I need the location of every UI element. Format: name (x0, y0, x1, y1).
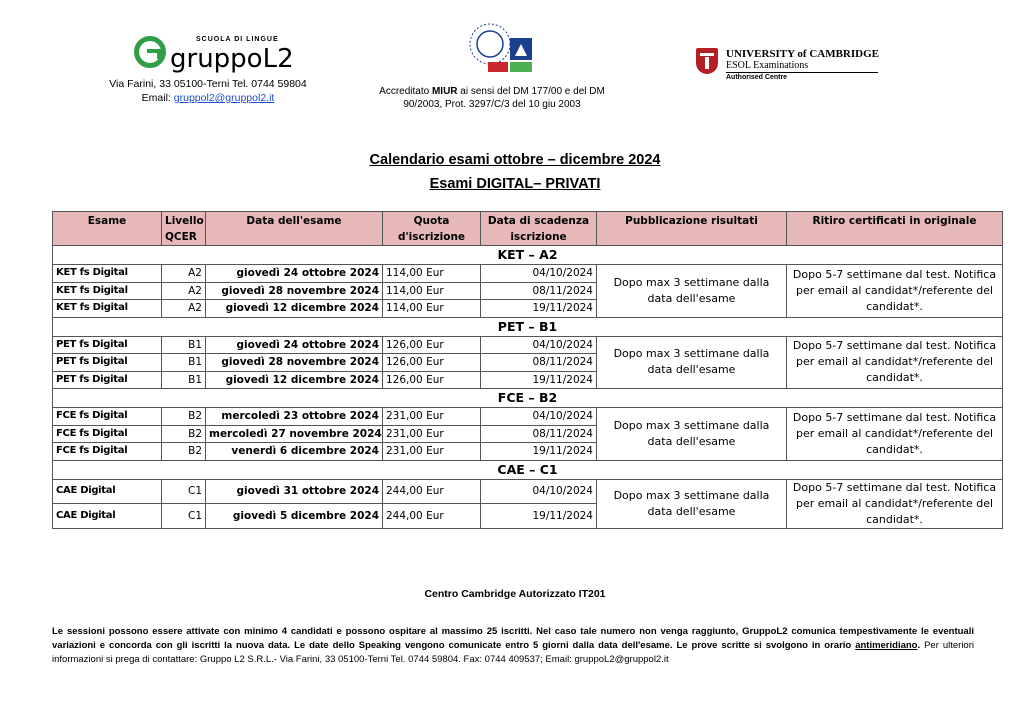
exam-name-cell: KET fs Digital (53, 282, 162, 300)
page-title: Calendario esami ottobre – dicembre 2024 (369, 152, 661, 168)
exam-name-cell: FCE fs Digital (53, 408, 162, 426)
deadline-cell: 08/11/2024 (481, 354, 597, 372)
section-title: FCE – B2 (53, 389, 1003, 408)
section-row (53, 389, 1003, 408)
notes-underlined: antimeridiano (855, 640, 918, 651)
gruppol2-logo-mark-icon (134, 36, 166, 68)
certificates-cell: Dopo 5-7 settimane dal test. Notifica per email al candidat*/referente del candidat*. (787, 479, 1003, 528)
deadline-cell: 08/11/2024 (481, 425, 597, 443)
deadline-cell: 04/10/2024 (481, 265, 597, 283)
section-row (53, 246, 1003, 265)
table-row (53, 336, 1003, 354)
exam-date-cell: giovedì 28 novembre 2024 (206, 354, 383, 372)
email-line (96, 92, 320, 104)
certificates-cell: Dopo 5-7 settimane dal test. Notifica per email al candidat*/referente del candidat*. (787, 336, 1003, 389)
logo-school-label: SCUOLA DI LINGUE (196, 36, 279, 43)
cambridge-esol-label: ESOL Examinations (726, 60, 809, 71)
table-body (53, 246, 1003, 529)
fee-cell: 114,00 Eur (383, 282, 481, 300)
cambridge-divider (726, 72, 878, 73)
deadline-cell: 19/11/2024 (481, 443, 597, 461)
level-cell: B2 (162, 408, 206, 426)
fee-cell: 126,00 Eur (383, 336, 481, 354)
exam-date-cell: giovedì 12 dicembre 2024 (206, 300, 383, 318)
exam-date-cell: giovedì 5 dicembre 2024 (206, 504, 383, 529)
fee-cell: 114,00 Eur (383, 265, 481, 283)
notes-bold: Le sessioni possono essere attivate con minimo 4 candidati e possono ospitare al massimo 25 iscritti. Nel caso tale numero non venga raggiunto, GruppoL2 comunica tempestivamente le eventuali variazioni e concorda con gli iscritti la nuova data. Le date dello Speaking vengono comunicate entro 5 giorni dalla data dell'esame. Le prove scritte si svolgono in orario (52, 626, 974, 651)
level-cell: B1 (162, 371, 206, 389)
table-header-row (53, 212, 1003, 246)
fee-cell: 114,00 Eur (383, 300, 481, 318)
notes-contact: Per ulteriori informazioni si prega di contattare: Gruppo L2 S.R.L.- Via Farini, 33 05100-Terni Tel. 0744 59804. Fax: 0744 409537; Email: gruppoL2@gruppol2.it (52, 640, 974, 665)
section-title: CAE – C1 (53, 460, 1003, 479)
section-row (53, 460, 1003, 479)
exam-date-cell: mercoledì 23 ottobre 2024 (206, 408, 383, 426)
fee-cell: 231,00 Eur (383, 443, 481, 461)
level-cell: A2 (162, 282, 206, 300)
level-cell: C1 (162, 479, 206, 504)
email-link[interactable]: gruppol2@gruppol2.it (173, 92, 275, 104)
page-subtitle: Esami DIGITAL– PRIVATI (429, 176, 601, 192)
accreditation-miur: MIUR (431, 86, 458, 97)
exam-date-cell: giovedì 12 dicembre 2024 (206, 371, 383, 389)
exam-name-cell: KET fs Digital (53, 300, 162, 318)
accreditation-text: Accreditato MIUR ai sensi del DM 177/00 e del DM 90/2003, Prot. 3297/C/3 del 10 giu 2003 (379, 86, 605, 110)
exam-calendar-table (52, 211, 1003, 529)
table-row (53, 479, 1003, 504)
deadline-cell: 19/11/2024 (481, 504, 597, 529)
deadline-cell: 04/10/2024 (481, 408, 597, 426)
quality-certificate-logo (466, 18, 536, 80)
certificates-cell: Dopo 5-7 settimane dal test. Notifica per email al candidat*/referente del candidat*. (787, 408, 1003, 461)
section-row (53, 317, 1003, 336)
exam-name-cell: CAE Digital (53, 504, 162, 529)
fee-cell: 126,00 Eur (383, 371, 481, 389)
header-deadline: Data di scadenza iscrizione (481, 212, 597, 246)
cambridge-authorised-label: Authorised Centre (726, 74, 788, 81)
header-results: Pubblicazione risultati (597, 212, 787, 246)
exam-name-cell: CAE Digital (53, 479, 162, 504)
fee-cell: 244,00 Eur (383, 504, 481, 529)
section-title: KET – A2 (53, 246, 1003, 265)
fee-cell: 231,00 Eur (383, 408, 481, 426)
results-cell: Dopo max 3 settimane dalla data dell'esame (597, 479, 787, 528)
level-cell: A2 (162, 300, 206, 318)
exam-date-cell: giovedì 28 novembre 2024 (206, 282, 383, 300)
exam-date-cell: giovedì 24 ottobre 2024 (206, 265, 383, 283)
exam-name-cell: PET fs Digital (53, 371, 162, 389)
gruppol2-logo (134, 34, 314, 74)
table-row (53, 408, 1003, 426)
logo-brand-name: gruppoL2 (170, 44, 294, 74)
results-cell: Dopo max 3 settimane dalla data dell'esame (597, 408, 787, 461)
level-cell: B2 (162, 425, 206, 443)
address-line: Via Farini, 33 05100-Terni Tel. 0744 59804 (109, 78, 307, 90)
table-header (53, 212, 1003, 246)
fee-cell: 126,00 Eur (383, 354, 481, 372)
cambridge-esol-logo (696, 46, 880, 86)
deadline-cell: 08/11/2024 (481, 282, 597, 300)
footer-notes: Le sessioni possono essere attivate con minimo 4 candidati e possono ospitare al massimo 25 iscritti. Nel caso tale numero non venga raggiunto, GruppoL2 comunica tempestivamente le eventuali variazioni e concorda con gli iscritti la nuova data. Le date dello Speaking vengono comunicate entro 5 giorni dalla data dell'esame. Le prove scritte si svolgono in orario antimeridiano. Per ulteriori informazioni si prega di contattare: Gruppo L2 S.R.L.- Via Farini, 33 05100-Terni Tel. 0744 59804. Fax: 0744 409537; Email: gruppoL2@gruppol2.it (52, 626, 974, 665)
header-exam-date: Data dell'esame (206, 212, 383, 246)
exam-date-cell: giovedì 31 ottobre 2024 (206, 479, 383, 504)
header-exam: Esame (53, 212, 162, 246)
results-cell: Dopo max 3 settimane dalla data dell'esame (597, 265, 787, 318)
level-cell: B2 (162, 443, 206, 461)
exam-date-cell: giovedì 24 ottobre 2024 (206, 336, 383, 354)
exam-name-cell: FCE fs Digital (53, 443, 162, 461)
exam-name-cell: PET fs Digital (53, 354, 162, 372)
exam-date-cell: mercoledì 27 novembre 2024 (206, 425, 383, 443)
section-title: PET – B1 (53, 317, 1003, 336)
fee-cell: 244,00 Eur (383, 479, 481, 504)
certificates-cell: Dopo 5-7 settimane dal test. Notifica per email al candidat*/referente del candidat*. (787, 265, 1003, 318)
deadline-cell: 04/10/2024 (481, 336, 597, 354)
header-fee: Quota d'iscrizione (383, 212, 481, 246)
cambridge-university-label: UNIVERSITY of CAMBRIDGE (726, 48, 879, 60)
level-cell: C1 (162, 504, 206, 529)
deadline-cell: 19/11/2024 (481, 300, 597, 318)
deadline-cell: 04/10/2024 (481, 479, 597, 504)
level-cell: B1 (162, 354, 206, 372)
deadline-cell: 19/11/2024 (481, 371, 597, 389)
exam-name-cell: PET fs Digital (53, 336, 162, 354)
exam-date-cell: venerdì 6 dicembre 2024 (206, 443, 383, 461)
table-row (53, 265, 1003, 283)
level-cell: B1 (162, 336, 206, 354)
header-certificates: Ritiro certificati in originale (787, 212, 1003, 246)
level-cell: A2 (162, 265, 206, 283)
results-cell: Dopo max 3 settimane dalla data dell'esame (597, 336, 787, 389)
cambridge-shield-icon (696, 48, 718, 74)
exam-name-cell: KET fs Digital (53, 265, 162, 283)
centro-cambridge-label: Centro Cambridge Autorizzato IT201 (424, 588, 606, 600)
header-level: Livello QCER (162, 212, 206, 246)
email-label: Email: (141, 92, 171, 104)
exam-name-cell: FCE fs Digital (53, 425, 162, 443)
fee-cell: 231,00 Eur (383, 425, 481, 443)
